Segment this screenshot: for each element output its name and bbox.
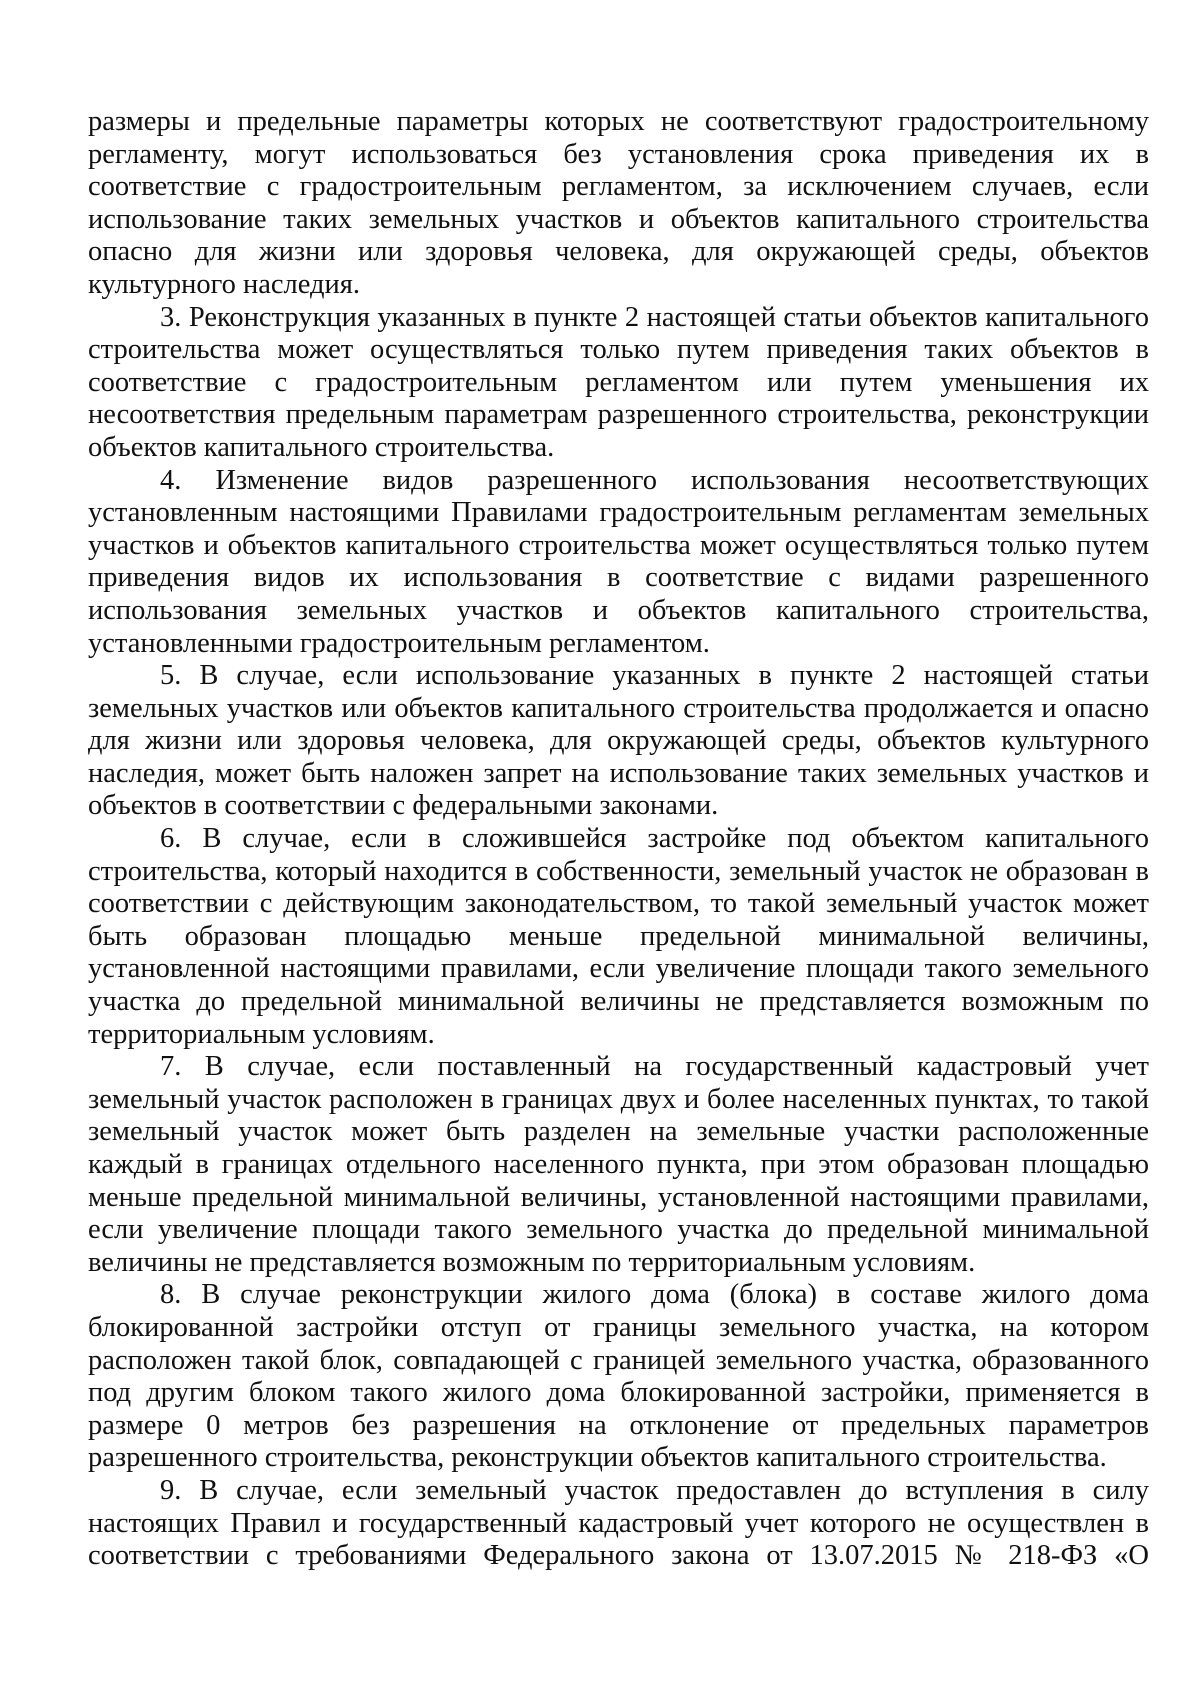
- paragraph-continuation: размеры и предельные параметры которых не соответствуют градостроительному регламенту, могут использоваться без установления срока приведения их в соответствие с градостроительным регламентом, за исключением случаев, если использование таких земельных участков и объектов капитального строительства опасно для жизни или здоровья человека, для окружающей среды, объектов культурного наследия.: [88, 106, 1149, 300]
- paragraph-6: 6. В случае, если в сложившейся застройке под объектом капитального строительства, который находится в собственности, земельный участок не образован в соответствии с действующим законодательством, то такой земельный участок может быть образован площадью меньше предельной минимальной величины, установленной настоящими правилами, если увеличение площади такого земельного участка до предельной минимальной величины не представляется возможным по территориальным условиям.: [88, 823, 1149, 1050]
- paragraph-5: 5. В случае, если использование указанных в пункте 2 настоящей статьи земельных участков или объектов капитального строительства продолжается и опасно для жизни или здоровья человека, для окружающей среды, объектов культурного наследия, может быть наложен запрет на использование таких земельных участков и объектов в соответствии с федеральными законами.: [88, 660, 1149, 822]
- paragraph-3: 3. Реконструкция указанных в пункте 2 настоящей статьи объектов капитального строительства может осуществляться только путем приведения таких объектов в соответствие с градостроительным регламентом или путем уменьшения их несоответствия предельным параметрам разрешенного строительства, реконструкции объектов капитального строительства.: [88, 301, 1149, 463]
- paragraph-8: 8. В случае реконструкции жилого дома (блока) в составе жилого дома блокированной застройки отступ от границы земельного участка, на котором расположен такой блок, совпадающей с границей земельного участка, образованного под другим блоком такого жилого дома блокированной застройки, применяется в размере 0 метров без разрешения на отклонение от предельных параметров разрешенного строительства, реконструкции объектов капитального строительства.: [88, 1279, 1149, 1474]
- paragraph-9: 9. В случае, если земельный участок предоставлен до вступления в силу настоящих Правил и государственный кадастровый учет которого не осуществлен в соответствии с требованиями Федерального закона от 13.07.2015 № 218-ФЗ «О: [88, 1474, 1149, 1572]
- document-page: [88, 106, 1149, 1573]
- paragraph-4: 4. Изменение видов разрешенного использования несоответствующих установленным настоящими Правилами градостроительным регламентам земельных участков и объектов капитального строительства может осуществляться только путем приведения видов их использования в соответствие с видами разрешенного использования земельных участков и объектов капитального строительства, установленными градостроительным регламентом.: [88, 464, 1149, 659]
- paragraph-7: 7. В случае, если поставленный на государственный кадастровый учет земельный участок расположен в границах двух и более населенных пунктах, то такой земельный участок может быть разделен на земельные участки расположенные каждый в границах отдельного населенного пункта, при этом образован площадью меньше предельной минимальной величины, установленной настоящими правилами, если увеличение площади такого земельного участка до предельной минимальной величины не представляется возможным по территориальным условиям.: [88, 1051, 1149, 1278]
